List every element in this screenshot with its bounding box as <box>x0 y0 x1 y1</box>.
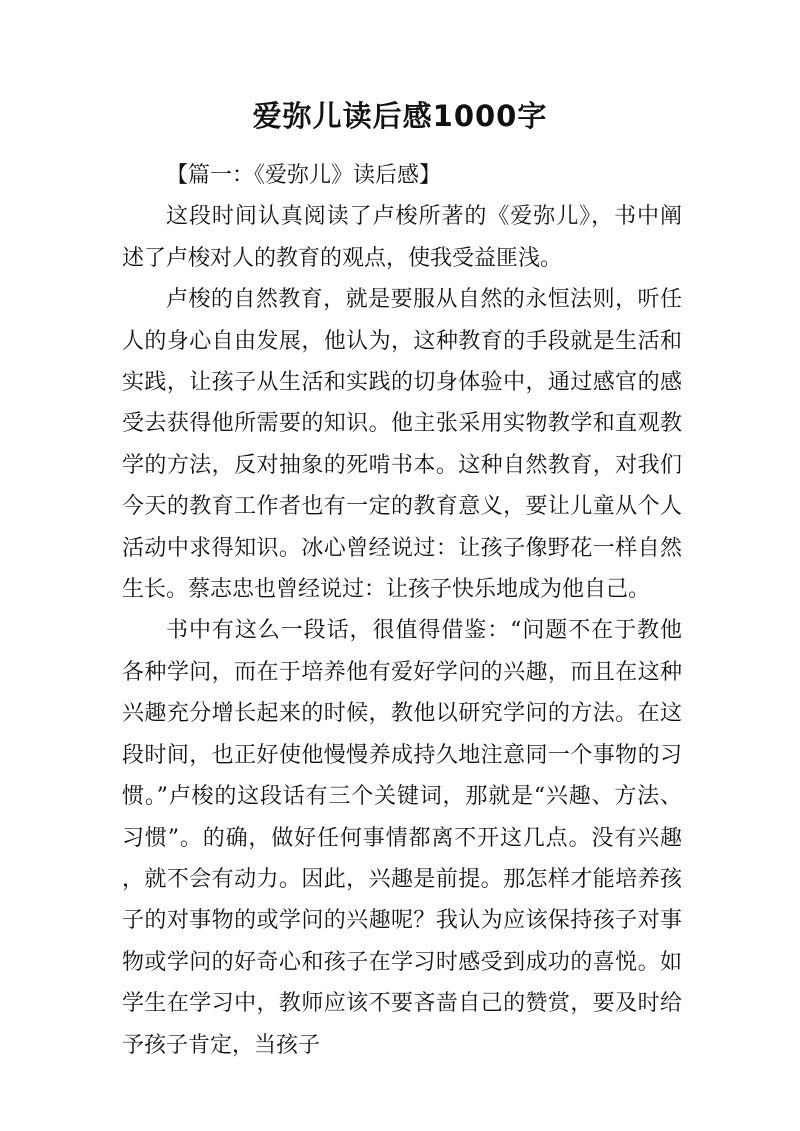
paragraph-1: 这段时间认真阅读了卢梭所著的《爱弥儿》，书中阐述了卢梭对人的教育的观点，使我受益匪浅。 <box>122 204 682 271</box>
paragraph-3: 书中有这么一段话，很值得借鉴：“问题不在于教他各种学问，而在于培养他有爱好学问的兴趣，而且在这种兴趣充分增长起来的时候，教他以研究学问的方法。在这段时间，也正好使他慢慢养成持久地注意同一个事物的习惯。”卢梭的这段话有三个关键词，那就是“兴趣、方法、习惯”。的确，做好任何事情都离不开这几点。没有兴趣，就不会有动力。因此，兴趣是前提。那怎样才能培养孩子的对事物的或学问的兴趣呢？我认为应该保持孩子对事物或学问的好奇心和孩子在学习时感受到成功的喜悦。如学生在学习中，教师应该不要吝啬自己的赞赏，要及时给予孩子肯定，当孩子 <box>122 618 682 1058</box>
paragraph-2: 卢梭的自然教育，就是要服从自然的永恒法则，听任人的身心自由发展，他认为，这种教育的手段就是生活和实践，让孩子从生活和实践的切身体验中，通过感官的感受去获得他所需要的知识。他主张采用实物教学和直观教学的方法，反对抽象的死啃书本。这种自然教育，对我们今天的教育工作者也有一定的教育意义，要让儿童从个人活动中求得知识。冰心曾经说过：让孩子像野花一样自然生长。蔡志忠也曾经说过：让孩子快乐地成为他自己。 <box>122 287 682 603</box>
document-title: 爱弥儿读后感1000字 <box>252 99 548 133</box>
section-heading: 【篇一：《爱弥儿》读后感】 <box>166 163 442 188</box>
document-body <box>122 155 682 1066</box>
